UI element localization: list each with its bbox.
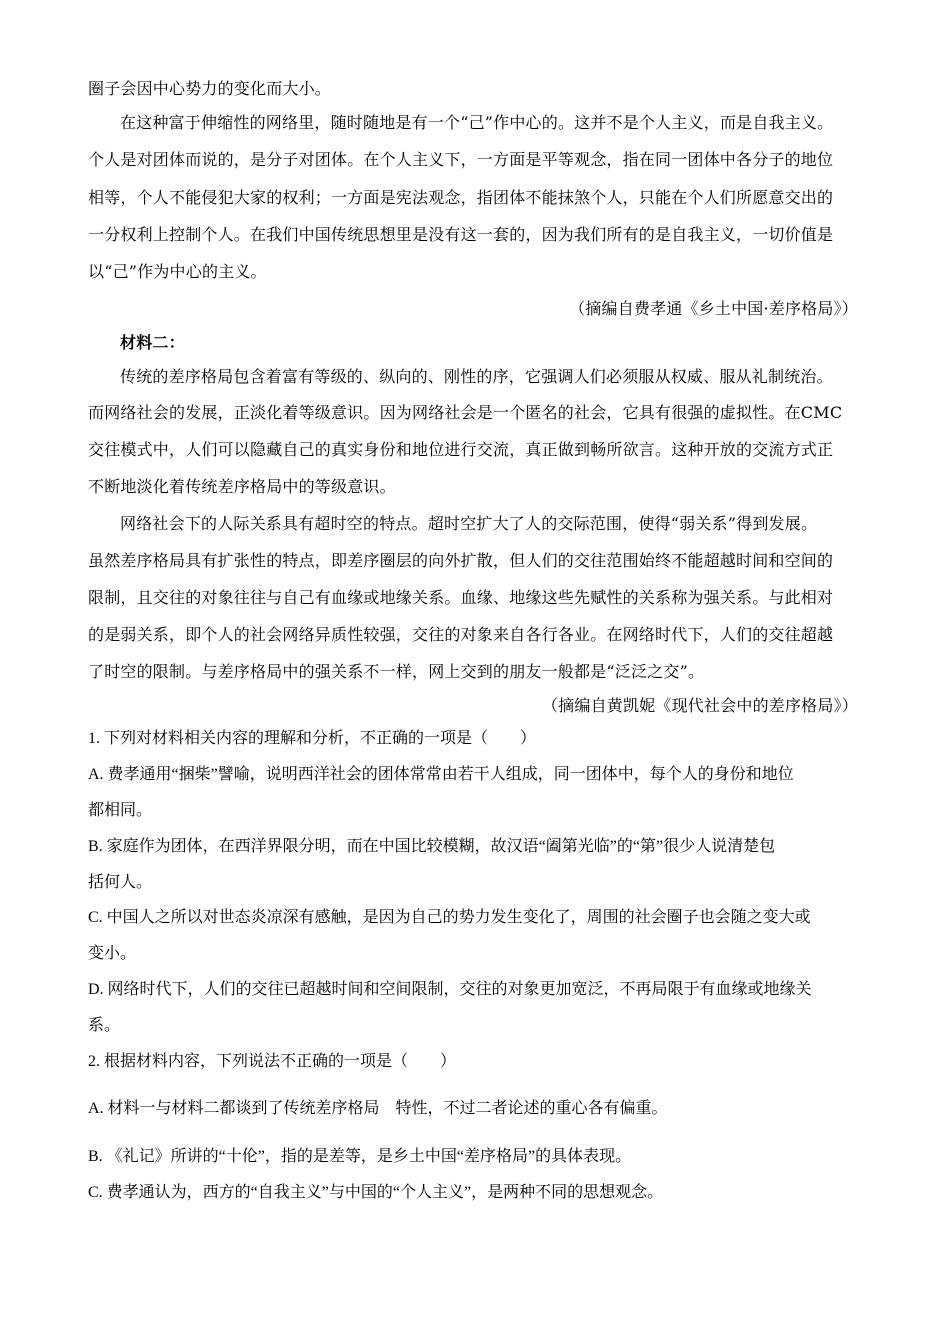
question1-stem: 1. 下列对材料相关内容的理解和分析，不正确的一项是（ ）: [88, 730, 537, 747]
question1-option-c-line-2: 变小。: [88, 945, 137, 962]
question2-stem: 2. 根据材料内容，下列说法不正确的一项是（ ）: [88, 1053, 457, 1070]
material1-source: （摘编自费孝通《乡土中国·差序格局》）: [569, 299, 858, 318]
question2-option-c: C. 费孝通认为，西方的“自我主义”与中国的“个人主义”，是两种不同的思想观念。: [88, 1184, 664, 1201]
question1-option-a-line-1: A. 费孝通用“捆柴”譬喻，说明西洋社会的团体常常由若干人组成，同一团体中，每个人的身份和地位: [88, 766, 794, 783]
material2-source: （摘编自黄凯妮《现代社会中的差序格局》）: [541, 696, 858, 715]
material2-line-8: 的是弱关系，即个人的社会网络异质性较强，交往的对象来自各行各业。在网络时代下，人们的交往超越: [88, 625, 834, 644]
material2-line-4: 不断地淡化着传统差序格局中的等级意识。: [88, 477, 396, 496]
question1-option-b-line-1: B. 家庭作为团体，在西洋界限分明，而在中国比较模糊，故汉语“阖第光临”的“第”很少人说清楚包: [88, 838, 776, 855]
material2-line-1: 传统的差序格局包含着富有等级的、纵向的、刚性的序，它强调人们必须服从权威、服从礼制统治。: [120, 367, 833, 386]
material2-line-6: 虽然差序格局具有扩张性的特点，即差序圈层的向外扩散，但人们的交往范围始终不能超越时间和空间的: [88, 551, 834, 570]
material1-line-5: 一分权利上控制个人。在我们中国传统思想里是没有这一套的，因为我们所有的是自我主义，一切价值是: [88, 225, 834, 244]
material2-line-9: 了时空的限制。与差序格局中的强关系不一样，网上交到的朋友一般都是“泛泛之交”。: [88, 662, 705, 681]
material1-line-6: 以“己”作为中心的主义。: [88, 262, 267, 281]
question2-option-b: B. 《礼记》所讲的“十伦”，指的是差等，是乡土中国“差序格局”的具体表现。: [88, 1148, 632, 1165]
material1-line-3: 个人是对团体而说的，是分子对团体。在个人主义下，一方面是平等观念，指在同一团体中各分子的地位: [88, 150, 834, 169]
material2-heading: 材料二：: [120, 333, 185, 352]
question1-option-d-line-2: 系。: [88, 1017, 121, 1034]
material2-line-3: 交往模式中，人们可以隐藏自己的真实身份和地位进行交流，真正做到畅所欲言。这种开放的交流方式正: [88, 440, 834, 459]
material1-line-4: 相等，个人不能侵犯大家的权利；一方面是宪法观念，指团体不能抹煞个人，只能在个人们所愿意交出的: [88, 188, 834, 207]
material2-line-5: 网络社会下的人际关系具有超时空的特点。超时空扩大了人的交际范围，使得“弱关系”得到发展。: [120, 514, 818, 533]
question1-option-b-line-2: 括何人。: [88, 874, 153, 891]
question2-option-a: A. 材料一与材料二都谈到了传统差序格局 特性，不过二者论述的重心各有偏重。: [88, 1100, 668, 1117]
material2-line-2: 而网络社会的发展，正淡化着等级意识。因为网络社会是一个匿名的社会，它具有很强的虚拟性。在CMC: [88, 403, 843, 422]
question1-option-a-line-2: 都相同。: [88, 802, 153, 819]
question1-option-c-line-1: C. 中国人之所以对世态炎凉深有感触，是因为自己的势力发生变化了，周围的社会圈子也会随之变大或: [88, 909, 811, 926]
question1-option-d-line-1: D. 网络时代下，人们的交往已超越时间和空间限制，交往的对象更加宽泛，不再局限于有血缘或地缘关: [88, 981, 812, 998]
material1-line-2: 在这种富于伸缩性的网络里，随时随地是有一个“己”作中心的。这并不是个人主义，而是自我主义。: [120, 113, 834, 132]
material2-line-7: 限制，且交往的对象往往与自己有血缘或地缘关系。血缘、地缘这些先赋性的关系称为强关系。与此相对: [88, 588, 834, 607]
material1-line-1: 圈子会因中心势力的变化而大小。: [88, 79, 332, 98]
